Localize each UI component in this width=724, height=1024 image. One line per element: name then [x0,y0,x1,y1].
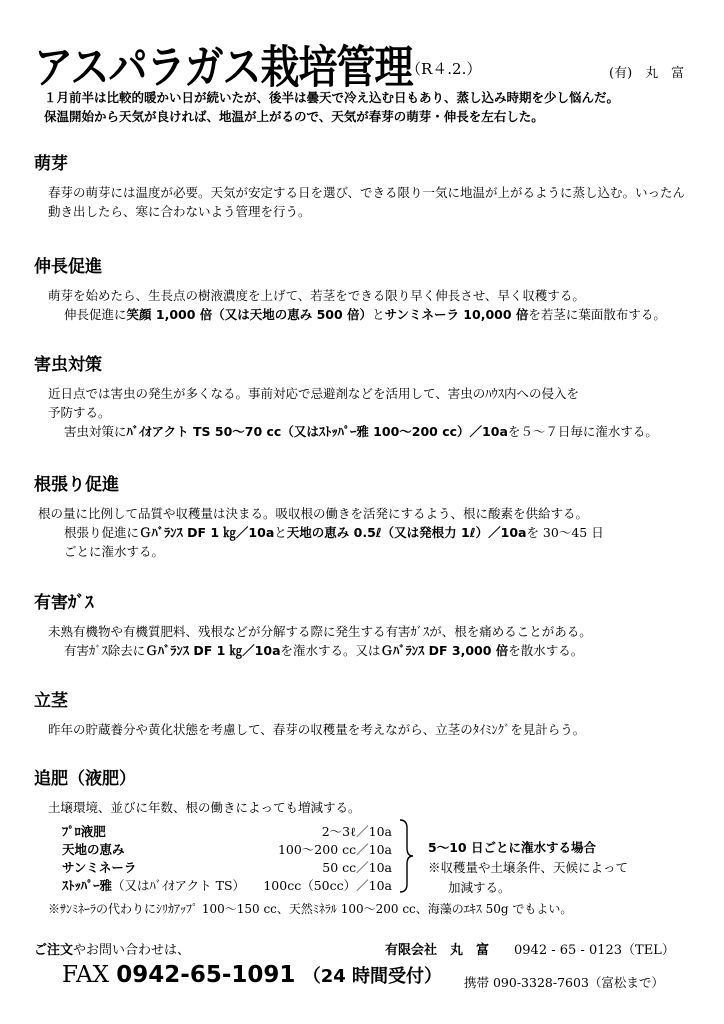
title-company: (有) 丸 富 [609,66,685,81]
section-text: 春芽の萌芽には温度が必要。天気が安定する日を選び、できる限り一気に地温が上がるように蒸し込む。いったん動き出したら、寒に合わないよう管理を行う。 [48,185,686,219]
section-pest [34,354,694,441]
section-topdress [34,768,694,817]
brace-icon [398,818,414,894]
list-item: 天地の恵み 100～200 cc／10a [62,842,392,857]
section-germination [34,153,694,221]
fax-number: 0942-65-1091 [116,962,296,988]
section-heading: 追肥（液肥） [34,769,136,789]
title-date: （R４.2.） [406,60,482,78]
fertilizer-note-line-1: ※収穫量や土壌条件、天候によって [428,860,629,875]
section-text: 根の量に比例して品質や収穫量は決まる。吸収根の働きを活発にするよう、根に酸素を供給する。 [38,506,589,521]
fertilizer-note [428,838,628,898]
fax-hours: （24 時間受付） [302,966,443,987]
section-text-instruction: 伸長促進に笑顔 1,000 倍（又は天地の恵み 500 倍）とサンミネーラ 10,000 倍を若茎に葉面散布する。 [64,307,666,322]
fertilizer-condition: 5～10 日ごとに潅水する場合 [428,840,596,855]
contact-tel: 0942 - 65 - 0123（TEL） [514,943,675,958]
section-heading: 伸長促進 [34,257,102,277]
section-text-instruction: 有害ｶﾞｽ除去にＧﾊﾞﾗﾝｽ DF 1 ㎏／10aを潅水する。又はＧﾊﾞﾗﾝｽ DF 3,000 倍を散水する。 [64,643,584,658]
mobile-contact: 携帯 090-3328-7603（富松まで） [464,975,664,990]
list-item: ﾌﾟﾛ液肥 2～3ℓ／10a [62,824,392,839]
fax-line [62,962,442,988]
fertilizer-note-line-2: 加減する。 [448,880,511,895]
title-row [34,26,694,95]
footnote: ※ｻﾝﾐﾈｰﾗの代わりにｼﾘｶｱｯﾌﾟ 100～150 cc、天然ﾐﾈﾗﾙ 100～200 cc、海藻のｴｷｽ 50g でもよい。 [48,902,573,916]
section-text: 土壌環境、並びに年数、根の働きによっても増減する。 [48,800,361,815]
intro-paragraph [44,88,694,126]
section-heading: 害虫対策 [34,355,102,375]
fax-label: FAX [62,962,109,988]
section-text-cont: 予防する。 [48,405,111,420]
section-heading: 根張り促進 [34,475,119,495]
section-gas [34,592,694,660]
intro-line-1: １月前半は比較的暖かい日が続いたが、後半は曇天で冷え込む日もあり、蒸し込み時期を少し悩んだ。 [44,90,620,105]
section-roots [34,474,694,561]
section-text-instruction: 害虫対策にﾊﾞｲｵアクト TS 50～70 cc（又はｽﾄｯﾊﾟｰ雅 100～200 cc）／10aを５～７日毎に潅水する。 [64,424,658,439]
section-text-instruction: 根張り促進にＧﾊﾞﾗﾝｽ DF 1 ㎏／10aと天地の恵み 0.5ℓ（又は発根力 1ℓ）／10aを 30～45 日 [64,525,604,540]
page-title: アスパラガス栽培管理 [34,42,413,95]
section-text: 近日点では害虫の発生が多くなる。事前対応で忌避剤などを活用して、害虫のﾊｳｽ内への侵入を [48,386,580,401]
section-heading: 有害ｶﾞｽ [34,593,94,613]
list-item: サンミネーラ 50 cc／10a [62,860,392,875]
intro-line-2: 保温開始から天気が良ければ、地温が上がるので、天気が春芽の萌芽・伸長を左右した。 [44,109,544,124]
section-text: 萌芽を始めたら、生長点の樹液濃度を上げて、若茎をできる限り早く伸長させ、早く収穫する。 [48,288,585,303]
section-heading: 萌芽 [34,154,68,174]
section-heading: 立茎 [34,691,68,711]
section-stalk [34,690,694,739]
section-elongation [34,256,694,324]
contact-company: 有限会社 丸 富 [385,943,490,958]
section-text-cont: ごとに潅水する。 [64,544,165,559]
list-item: ｽﾄｯﾊﾟｰ雅（又はﾊﾞｲｵアクト TS） 100cc（50cc）／10a [62,878,392,893]
contact-prefix: ご注文やお問い合わせは、 [34,943,191,958]
section-text: 昨年の貯蔵養分や黄化状態を考慮して、春芽の収穫量を考えながら、立茎のﾀｲﾐﾝｸﾞを見計らう。 [48,722,586,737]
section-text: 未熟有機物や有機質肥料、残根などが分解する際に発生する有害ｶﾞｽが、根を痛めることがある。 [48,624,592,639]
